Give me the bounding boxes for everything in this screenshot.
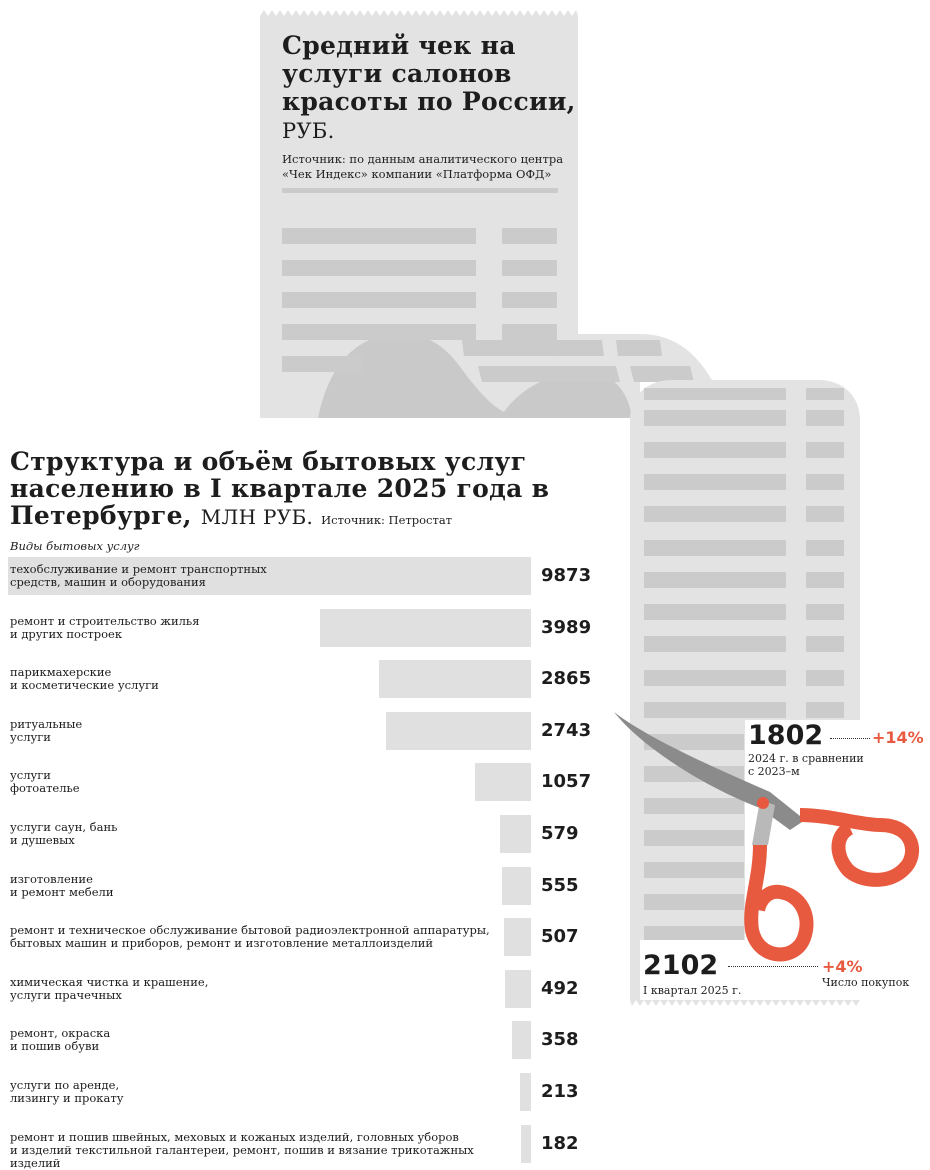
value-label: 555 bbox=[541, 875, 579, 896]
row-line bbox=[644, 388, 786, 400]
row-line bbox=[644, 894, 744, 910]
row-line bbox=[630, 366, 694, 382]
bar bbox=[521, 1125, 531, 1163]
label-q1-2025: I квартал 2025 г. bbox=[643, 984, 742, 997]
row-line bbox=[644, 540, 786, 556]
row-line bbox=[616, 340, 662, 356]
category-label: ритуальные услуги bbox=[10, 717, 83, 744]
row-line bbox=[282, 228, 476, 244]
divider-line bbox=[282, 188, 558, 193]
value-label: 507 bbox=[541, 926, 579, 947]
category-axis-label: Виды бытовых услуг bbox=[10, 539, 140, 553]
bar-chart-title-text: Структура и объём бытовых услуг населению в I квартале 2025 года в Петербурге, bbox=[10, 447, 550, 530]
row-line bbox=[462, 340, 604, 356]
category-label: ремонт, окраска и пошив обуви bbox=[10, 1026, 111, 1053]
row-line bbox=[644, 636, 786, 652]
category-label: парикмахерские и косметические услуги bbox=[10, 665, 159, 692]
value-label: 2743 bbox=[541, 720, 592, 741]
change-2024: +14% bbox=[872, 728, 924, 747]
row-line bbox=[644, 798, 744, 814]
category-label: услуги саун, бань и душевых bbox=[10, 820, 118, 847]
category-label: ремонт и техническое обслуживание бытовой радиоэлектронной аппаратуры, бытовых машин и приборов, ремонт и изготовление металлоизделий bbox=[10, 923, 490, 950]
row-line bbox=[806, 636, 844, 652]
row-line bbox=[806, 388, 844, 400]
value-label: 3989 bbox=[541, 617, 592, 638]
value-label: 9873 bbox=[541, 565, 592, 586]
row-line bbox=[282, 324, 476, 340]
row-line bbox=[502, 260, 557, 276]
row-line bbox=[282, 260, 476, 276]
row-line bbox=[806, 604, 844, 620]
top-chart-unit: РУБ. bbox=[282, 119, 335, 143]
row-line bbox=[644, 926, 744, 940]
category-label: изготовление и ремонт мебели bbox=[10, 872, 114, 899]
value-label: 1057 bbox=[541, 771, 592, 792]
bar-chart-unit: МЛН РУБ. bbox=[200, 505, 314, 529]
value-label: 213 bbox=[541, 1081, 579, 1102]
category-label: техобслуживание и ремонт транспортных средств, машин и оборудования bbox=[10, 562, 267, 589]
row-line bbox=[644, 410, 786, 426]
value-label: 2865 bbox=[541, 668, 592, 689]
purchases-label: Число покупок bbox=[822, 976, 910, 989]
row-line bbox=[806, 540, 844, 556]
bar bbox=[520, 1073, 531, 1111]
row-line bbox=[644, 572, 786, 588]
category-label: услуги фотоателье bbox=[10, 768, 80, 795]
row-line bbox=[806, 702, 844, 718]
value-label: 579 bbox=[541, 823, 579, 844]
top-chart-title bbox=[282, 32, 582, 145]
leader-line bbox=[830, 738, 870, 739]
category-label: химическая чистка и крашение, услуги прачечных bbox=[10, 975, 209, 1002]
value-label: 182 bbox=[541, 1133, 579, 1154]
category-label: услуги по аренде, лизингу и прокату bbox=[10, 1078, 124, 1105]
row-line bbox=[644, 670, 786, 686]
row-line bbox=[644, 702, 786, 718]
label-2024: 2024 г. в сравнении с 2023–м bbox=[748, 752, 864, 778]
row-line bbox=[282, 356, 362, 372]
top-chart-title-text: Средний чек на услуги салонов красоты по России, bbox=[282, 31, 576, 116]
scissor-pivot bbox=[757, 797, 769, 809]
value-q1-2025: 2102 bbox=[643, 950, 719, 981]
row-line bbox=[806, 506, 844, 522]
row-line bbox=[644, 862, 744, 878]
row-line bbox=[644, 604, 786, 620]
row-line bbox=[502, 228, 557, 244]
row-line bbox=[806, 474, 844, 490]
row-line bbox=[806, 442, 844, 458]
row-line bbox=[644, 474, 786, 490]
change-q1-2025: +4% bbox=[822, 957, 863, 976]
row-line bbox=[644, 506, 786, 522]
leader-line bbox=[728, 966, 818, 967]
value-2024: 1802 bbox=[748, 720, 824, 751]
row-line bbox=[644, 830, 744, 846]
row-line bbox=[502, 292, 557, 308]
row-line bbox=[282, 292, 476, 308]
row-line bbox=[644, 442, 786, 458]
bar-chart-source: Источник: Петростат bbox=[321, 513, 453, 527]
row-line bbox=[806, 410, 844, 426]
row-line bbox=[502, 324, 557, 340]
row-line bbox=[806, 572, 844, 588]
category-label: ремонт и пошив швейных, меховых и кожаных изделий, головных уборов и изделий текстильной галантереи, ремонт, пошив и вязание трикотажных изделий bbox=[10, 1130, 474, 1170]
top-chart-source: Источник: по данным аналитического центра «Чек Индекс» компании «Платформа ОФД» bbox=[282, 152, 564, 181]
bar bbox=[512, 1021, 531, 1059]
bar-chart-title bbox=[10, 448, 630, 534]
row-line bbox=[806, 670, 844, 686]
category-label: ремонт и строительство жилья и других построек bbox=[10, 614, 200, 641]
value-label: 358 bbox=[541, 1029, 579, 1050]
value-label: 492 bbox=[541, 978, 579, 999]
row-line bbox=[478, 366, 620, 382]
